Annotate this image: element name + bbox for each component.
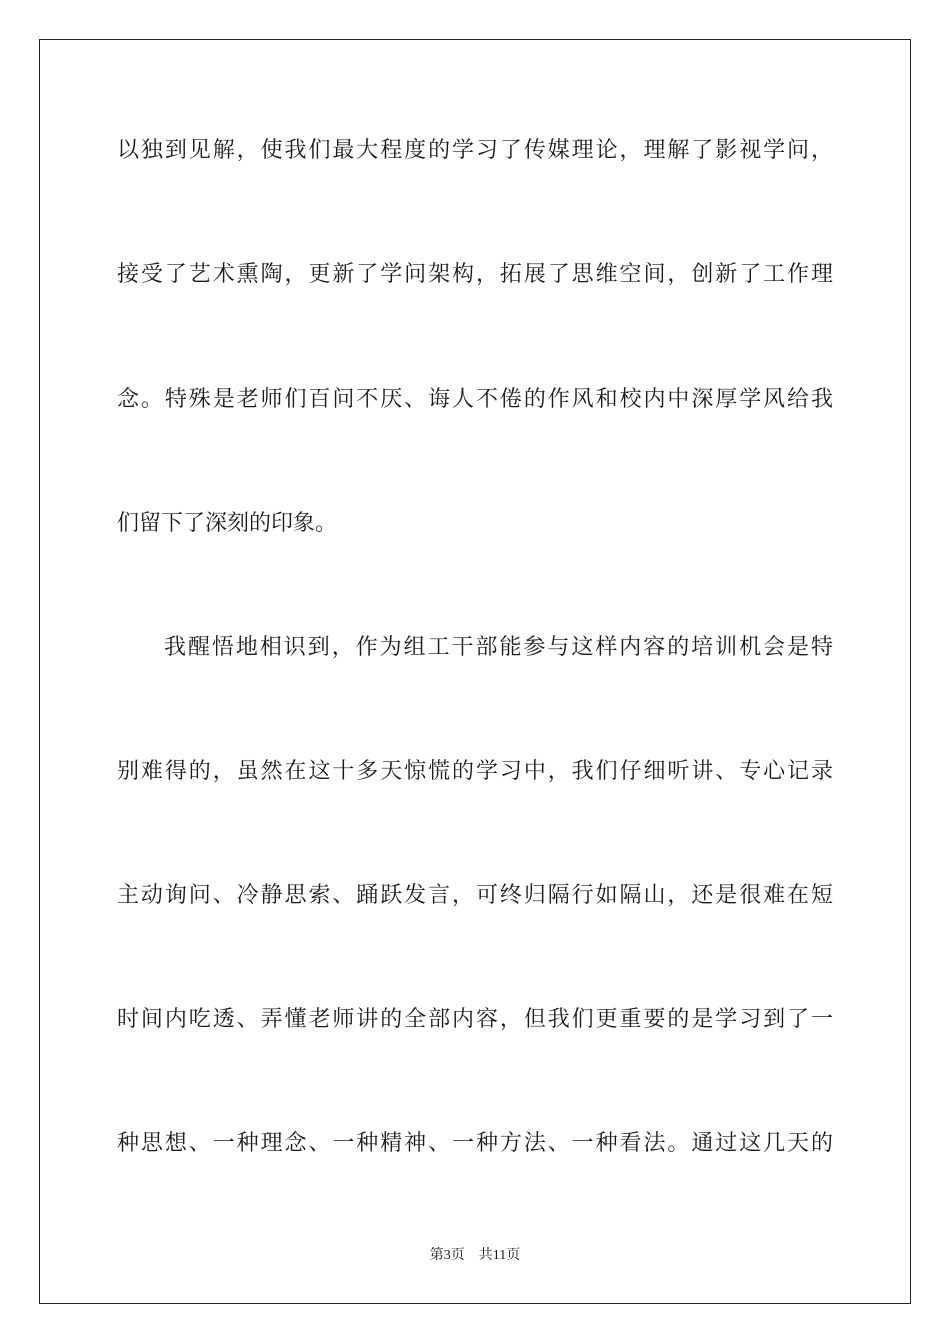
page-number: 第3页	[429, 1248, 465, 1263]
body-text-line-9: 种思想、一种理念、一种精神、一种方法、一种看法。通过这几天的	[117, 1131, 833, 1156]
body-text-line-5: 我醒悟地相识到，作为组工干部能参与这样内容的培训机会是特	[164, 635, 833, 660]
body-text-line-6: 别难得的，虽然在这十多天惊慌的学习中，我们仔细听讲、专心记录	[117, 759, 833, 784]
body-text-line-8: 时间内吃透、弄懂老师讲的全部内容，但我们更重要的是学习到了一	[117, 1007, 833, 1032]
total-pages: 共11页	[478, 1248, 521, 1263]
body-text-line-1: 以独到见解，使我们最大程度的学习了传媒理论，理解了影视学问，	[117, 138, 833, 163]
page-border	[39, 39, 911, 1304]
body-text-line-7: 主动询问、冷静思索、踊跃发言，可终归隔行如隔山，还是很难在短	[117, 883, 833, 908]
body-text-line-3: 念。特殊是老师们百问不厌、诲人不倦的作风和校内中深厚学风给我	[117, 387, 833, 412]
page-footer	[0, 1246, 950, 1266]
body-text-line-2: 接受了艺术熏陶，更新了学问架构，拓展了思维空间，创新了工作理	[117, 262, 833, 287]
body-text-line-4: 们留下了深刻的印象。	[117, 511, 338, 536]
